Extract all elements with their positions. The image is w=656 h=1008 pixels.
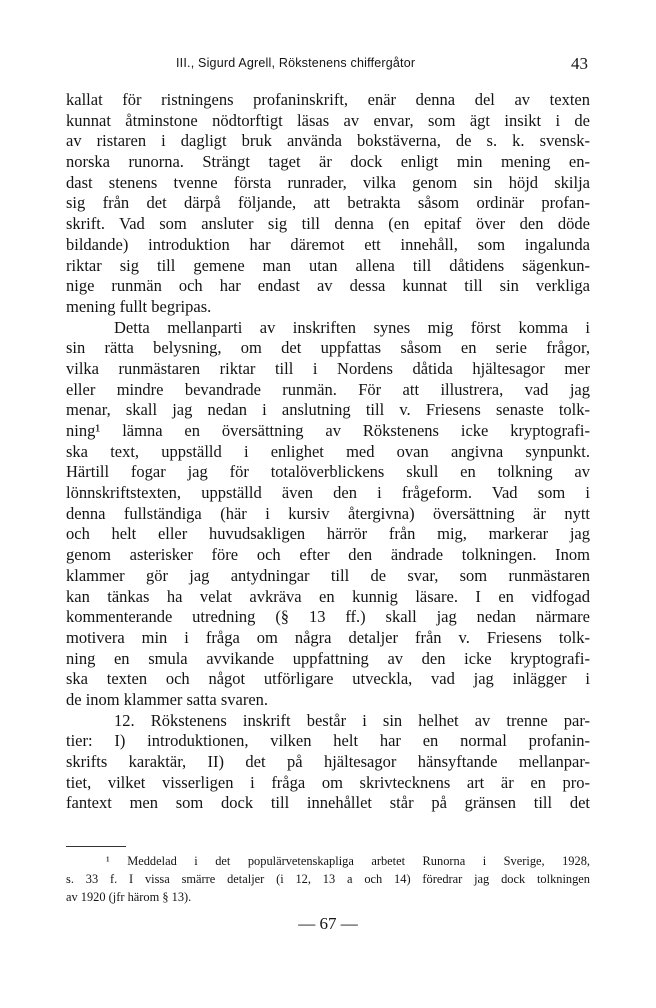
text-line: sin rätta belysning, om det uppfattas såsom en serie frågor, <box>66 338 590 358</box>
text-line: tiet, vilket visserligen i fråga om skrivtecknens art är en pro- <box>66 772 590 792</box>
paragraph-start-line: Detta mellanparti av inskriften synes mig först komma i <box>114 317 590 337</box>
text-line: denna fullständiga (här i kursiv återgivna) översättning är nytt <box>66 503 590 523</box>
footnote-line: ¹ Meddelad i det populärvetenskapliga arbetet Runorna i Sverige, 1928, <box>106 854 590 868</box>
text-line: bildande) introduktion har däremot ett innehåll, som ingalunda <box>66 234 590 254</box>
text-line: fantext men som dock till innehållet står på gränsen till det <box>66 793 590 813</box>
text-line: kommenterande utredning (§ 13 ff.) skall jag nedan närmare <box>66 607 590 627</box>
running-header-title: III., Sigurd Agrell, Rökstenens chiffergåtor <box>176 56 416 70</box>
section-12-start-line: 12. Rökstenens inskrift består i sin helhet av trenne par- <box>114 710 590 730</box>
text-line: ska texten och något utförligare utveckla, vad jag inlägger i <box>66 669 590 689</box>
text-line: motivera min i fråga om några detaljer från v. Friesens tolk- <box>66 627 590 647</box>
text-line: genom asterisker före och efter den ändrade tolkningen. Inom <box>66 545 590 565</box>
text-line: ning en smula avvikande uppfattning av den icke kryptografi- <box>66 648 590 668</box>
text-line: norska runorna. Strängt taget är dock enligt min mening en- <box>66 152 590 172</box>
text-line: vilka runmästaren riktar till i Nordens dåtida hjältesagor mer <box>66 358 590 378</box>
text-line: mening fullt begripas. <box>66 296 212 316</box>
text-line: menar, skall jag nedan i anslutning till v. Friesens senaste tolk- <box>66 400 590 420</box>
text-line: klammer gör jag antydningar till de svar, som runmästaren <box>66 565 590 585</box>
text-line: ning¹ lämna en översättning av Rökstenens icke kryptografi- <box>66 421 590 440</box>
footnote-divider <box>66 846 126 847</box>
text-line: eller mindre bevandrade runmän. För att illustrera, vad jag <box>66 379 590 399</box>
text-line: kunnat åtminstone nödtorftigt läsas av envar, som ägt insikt i de <box>66 110 590 130</box>
text-line: sig från det därpå följande, att betrakta såsom ordinär profan- <box>66 193 590 213</box>
text-line: och helt eller huvudsakligen härrör från mig, markerar jag <box>66 524 590 544</box>
text-line: av ristaren i dagligt bruk använda bokstäverna, de s. k. svensk- <box>66 131 590 151</box>
text-line: riktar sig till gemene man utan allena till dåtidens sägenkun- <box>66 255 590 275</box>
text-line: de inom klammer satta svaren. <box>66 689 269 709</box>
text-line: Härtill fogar jag för totalöverblickens skull en tolkning av <box>66 462 590 482</box>
text-line: skrift. Vad som ansluter sig till denna (en epitaf över den döde <box>66 214 590 234</box>
text-line: lönnskriftstexten, uppställd även den i frågeform. Vad som i <box>66 483 590 503</box>
text-line: kan tänkas ha velat avkräva en kunnig läsare. I en vidfogad <box>66 586 590 606</box>
page-number: 43 <box>571 54 588 73</box>
text-line: tier: I) introduktionen, vilken helt har en normal profanin- <box>66 731 590 751</box>
footnote-line: s. 33 f. I vissa smärre detaljer (i 12, 13 a och 14) föredrar jag dock tolkningen <box>66 872 590 886</box>
text-line: skrifts karaktär, II) det på hjältesagor hänsyftande mellanpar- <box>66 752 590 771</box>
footnotes <box>66 852 590 906</box>
text-line: dast stenens tvenne första runrader, vilka genom sin höjd skilja <box>66 172 590 192</box>
folio: — 67 — <box>298 914 358 933</box>
footnote-line: av 1920 (jfr härom § 13). <box>66 890 192 904</box>
running-header <box>66 54 590 76</box>
text-line: ska text, uppställd i enlighet med ovan angivna synpunkt. <box>66 441 590 461</box>
text-line: nige runmän och har endast av dessa kunnat till sin verkliga <box>66 276 590 296</box>
text-line: kallat för ristningens profaninskrift, enär denna del av texten <box>66 90 590 109</box>
body-text <box>66 90 590 814</box>
